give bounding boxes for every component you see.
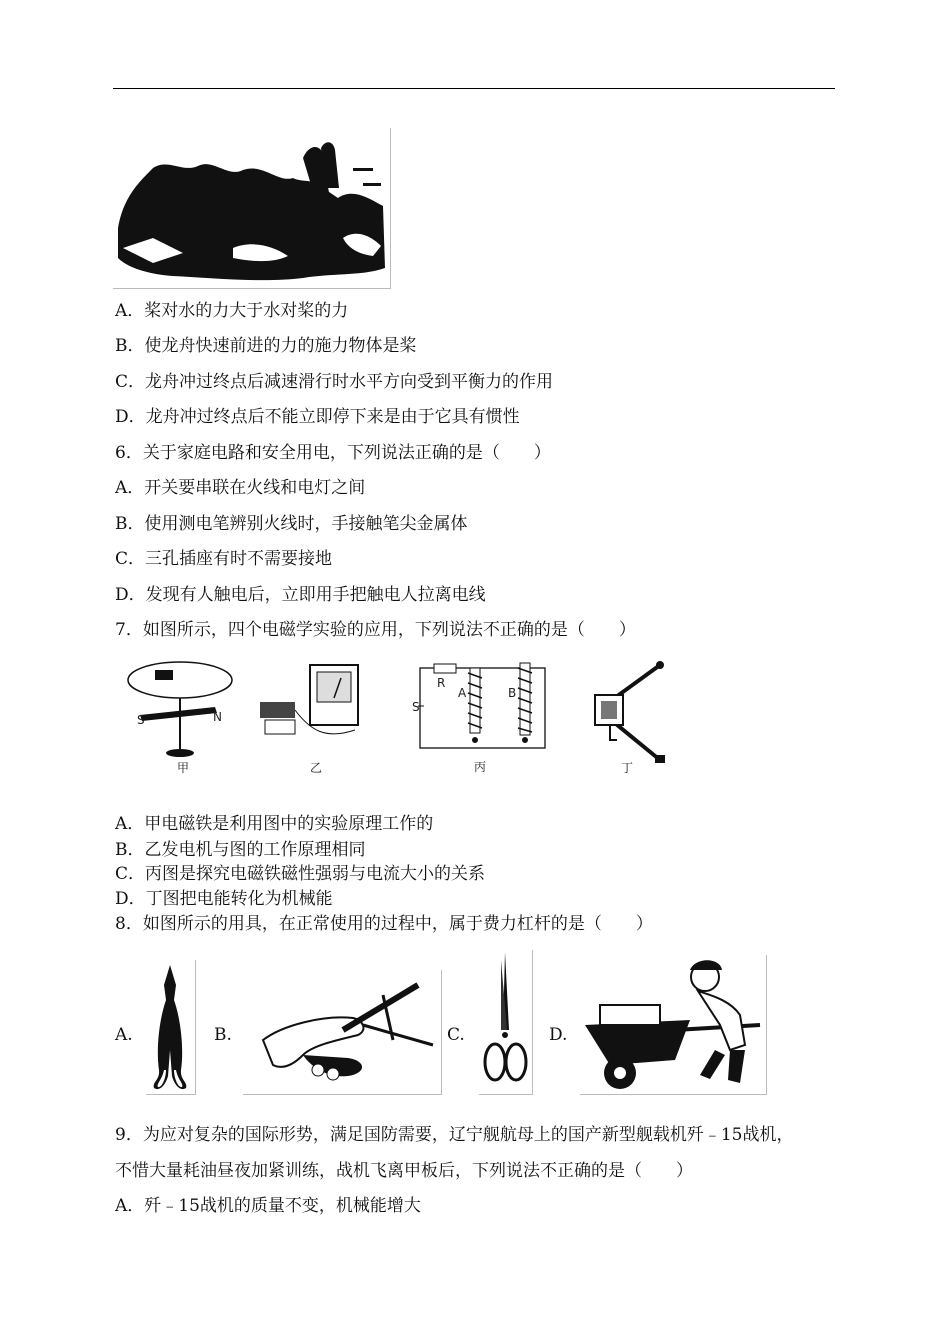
resistor-r-label: R (437, 676, 446, 690)
caption-yi: 乙 (310, 761, 323, 775)
q6-option-c: C．三孔插座有时不需要接地 (115, 549, 333, 569)
magnet-n-label: N (213, 710, 222, 724)
q6-option-d: D．发现有人触电后，立即用手把触电人拉离电线 (115, 585, 486, 605)
q5-option-b: B．使龙舟快速前进的力的施力物体是桨 (115, 336, 417, 356)
q5-option-a: A．桨对水的力大于水对桨的力 (115, 301, 349, 321)
dragon-boat-image (113, 128, 391, 289)
q7-option-b: B．乙发电机与图的工作原理相同 (115, 840, 366, 860)
wheelbarrow-image (580, 955, 767, 1095)
q8-label-c: C. (447, 1025, 465, 1045)
nutcracker-hand-image (243, 970, 442, 1095)
q7-figure-ding (565, 655, 685, 775)
q6-option-b: B．使用测电笔辨别火线时，手接触笔尖金属体 (115, 514, 468, 534)
caption-jia: 甲 (177, 761, 190, 775)
q9-stem-line2: 不惜大量耗油昼夜加紧训练，战机飞离甲板后，下列说法不正确的是（ ） (115, 1161, 693, 1181)
coil-a-label: A (458, 686, 467, 700)
pliers-image (146, 960, 196, 1095)
switch-s-label: S (412, 700, 420, 714)
q7-stem: 7．如图所示，四个电磁学实验的应用，下列说法不正确的是（ ） (115, 620, 636, 640)
q8-label-b: B. (214, 1025, 232, 1045)
q5-option-c: C．龙舟冲过终点后减速滑行时水平方向受到平衡力的作用 (115, 372, 554, 392)
q5-option-d: D．龙舟冲过终点后不能立即停下来是由于它具有惯性 (115, 407, 520, 427)
q6-option-a: A．开关要串联在火线和电灯之间 (115, 478, 366, 498)
scissors-image (479, 950, 533, 1095)
q7-option-c: C．丙图是探究电磁铁磁性强弱与电流大小的关系 (115, 864, 486, 884)
coil-b-label: B (508, 686, 517, 700)
q7-figure-bing (410, 658, 550, 775)
q6-stem: 6．关于家庭电路和安全用电，下列说法正确的是（ ） (115, 443, 551, 463)
q9-stem-line1: 9．为应对复杂的国际形势，满足国防需要，辽宁舰航母上的国产新型舰载机歼﹣15战机， (115, 1125, 794, 1145)
q7-figure-jia (125, 655, 240, 775)
q7-option-a: A．甲电磁铁是利用图中的实验原理工作的 (115, 814, 434, 834)
caption-ding: 丁 (621, 761, 634, 775)
q7-figure-yi (255, 660, 370, 775)
q8-label-d: D. (549, 1025, 568, 1045)
magnet-s-label: S (137, 713, 145, 727)
q7-option-d: D．丁图把电能转化为机械能 (115, 889, 333, 909)
caption-bing: 丙 (474, 760, 487, 774)
q8-label-a: A. (115, 1025, 133, 1045)
q8-stem: 8．如图所示的用具，在正常使用的过程中，属于费力杠杆的是（ ） (115, 914, 653, 934)
header-rule (113, 88, 835, 89)
q9-option-a: A．歼﹣15战机的质量不变，机械能增大 (115, 1196, 421, 1216)
